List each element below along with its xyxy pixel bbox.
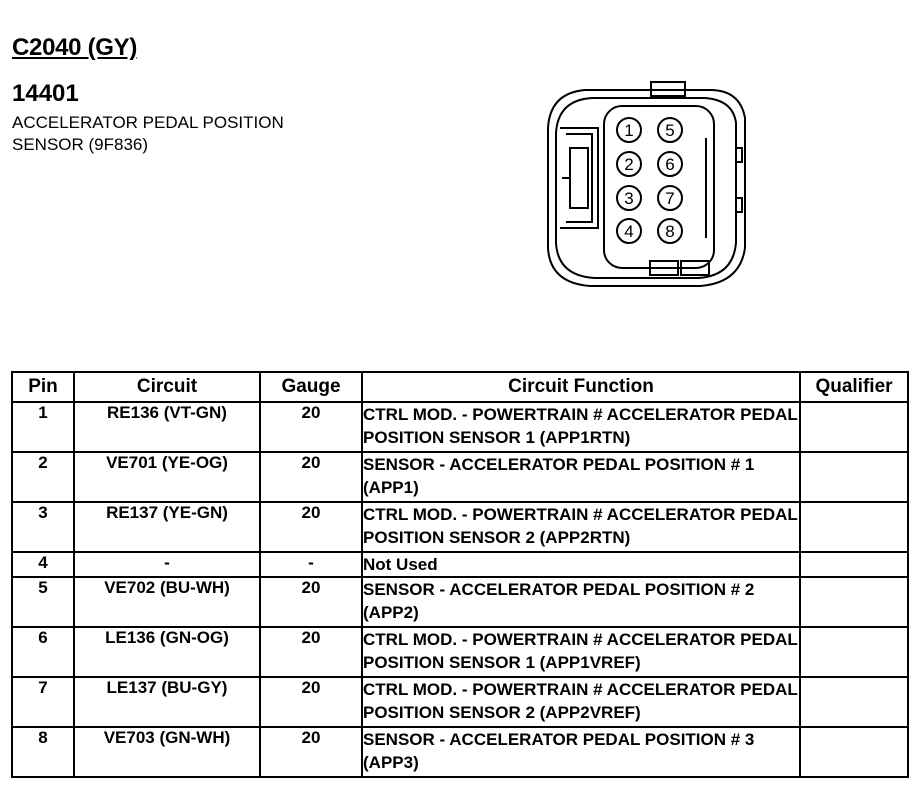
cell-pin: 6 [12, 627, 74, 677]
part-number: 14401 [12, 80, 79, 107]
pin-1-label: 1 [624, 121, 634, 140]
cell-qualifier [800, 402, 908, 452]
pin-6-label: 6 [665, 155, 675, 174]
cell-gauge: 20 [260, 402, 362, 452]
pin-5 [658, 118, 682, 142]
cell-pin: 5 [12, 577, 74, 627]
pin-8-label: 8 [665, 222, 675, 241]
table-row [12, 677, 908, 727]
cell-circuit-function: SENSOR - ACCELERATOR PEDAL POSITION # 1 (APP1) [362, 452, 800, 502]
pin-3-label: 3 [624, 189, 634, 208]
pin-2 [617, 152, 641, 176]
header-pin: Pin [12, 372, 74, 402]
header-circuit-function: Circuit Function [362, 372, 800, 402]
connector-outer-shell [548, 90, 745, 286]
cell-pin: 4 [12, 552, 74, 577]
pinout-table [11, 371, 909, 778]
cell-circuit: VE702 (BU-WH) [74, 577, 260, 627]
side-slot-lower [736, 198, 742, 212]
pin-7 [658, 186, 682, 210]
cell-circuit: VE703 (GN-WH) [74, 727, 260, 777]
cell-pin: 7 [12, 677, 74, 727]
cell-circuit: VE701 (YE-OG) [74, 452, 260, 502]
pin-8 [658, 219, 682, 243]
connector-face-diagram [540, 78, 755, 293]
pin-6 [658, 152, 682, 176]
cell-qualifier [800, 627, 908, 677]
connector-description [12, 112, 284, 156]
cell-gauge: 20 [260, 452, 362, 502]
cell-circuit-function: CTRL MOD. - POWERTRAIN # ACCELERATOR PEDAL POSITION SENSOR 2 (APP2RTN) [362, 502, 800, 552]
table-row [12, 502, 908, 552]
cell-circuit: RE137 (YE-GN) [74, 502, 260, 552]
description-line-1: ACCELERATOR PEDAL POSITION [12, 113, 284, 132]
cell-gauge: 20 [260, 502, 362, 552]
pin-1 [617, 118, 641, 142]
cell-qualifier [800, 452, 908, 502]
cell-circuit-function: Not Used [362, 552, 800, 577]
cell-circuit: - [74, 552, 260, 577]
cell-pin: 2 [12, 452, 74, 502]
header-gauge: Gauge [260, 372, 362, 402]
cell-gauge: 20 [260, 727, 362, 777]
side-slot-upper [736, 148, 742, 162]
cell-circuit: LE136 (GN-OG) [74, 627, 260, 677]
cell-qualifier [800, 577, 908, 627]
header-qualifier: Qualifier [800, 372, 908, 402]
table-row [12, 552, 908, 577]
cell-circuit-function: SENSOR - ACCELERATOR PEDAL POSITION # 3 (APP3) [362, 727, 800, 777]
table-row [12, 402, 908, 452]
description-line-2: SENSOR (9F836) [12, 135, 149, 154]
table-header-row [12, 372, 908, 402]
cell-gauge: 20 [260, 677, 362, 727]
cell-gauge: 20 [260, 627, 362, 677]
cell-pin: 3 [12, 502, 74, 552]
cell-qualifier [800, 552, 908, 577]
cell-gauge: - [260, 552, 362, 577]
cell-circuit: LE137 (BU-GY) [74, 677, 260, 727]
pin-circles [617, 118, 682, 243]
connector-id: C2040 (GY) [12, 34, 138, 61]
cell-qualifier [800, 677, 908, 727]
header-circuit: Circuit [74, 372, 260, 402]
cell-circuit-function: SENSOR - ACCELERATOR PEDAL POSITION # 2 (APP2) [362, 577, 800, 627]
cell-circuit-function: CTRL MOD. - POWERTRAIN # ACCELERATOR PEDAL POSITION SENSOR 2 (APP2VREF) [362, 677, 800, 727]
pin-5-label: 5 [665, 121, 675, 140]
table-row [12, 577, 908, 627]
table-row [12, 452, 908, 502]
table-row [12, 627, 908, 677]
pin-3 [617, 186, 641, 210]
cell-qualifier [800, 502, 908, 552]
cell-pin: 8 [12, 727, 74, 777]
connector-inner-shell [556, 98, 736, 278]
cell-circuit-function: CTRL MOD. - POWERTRAIN # ACCELERATOR PEDAL POSITION SENSOR 1 (APP1VREF) [362, 627, 800, 677]
pin-4-label: 4 [624, 222, 634, 241]
cell-qualifier [800, 727, 908, 777]
cell-pin: 1 [12, 402, 74, 452]
pin-2-label: 2 [624, 155, 634, 174]
table-row [12, 727, 908, 777]
pin-4 [617, 219, 641, 243]
pin-7-label: 7 [665, 189, 675, 208]
cell-circuit: RE136 (VT-GN) [74, 402, 260, 452]
cell-circuit-function: CTRL MOD. - POWERTRAIN # ACCELERATOR PEDAL POSITION SENSOR 1 (APP1RTN) [362, 402, 800, 452]
cell-gauge: 20 [260, 577, 362, 627]
